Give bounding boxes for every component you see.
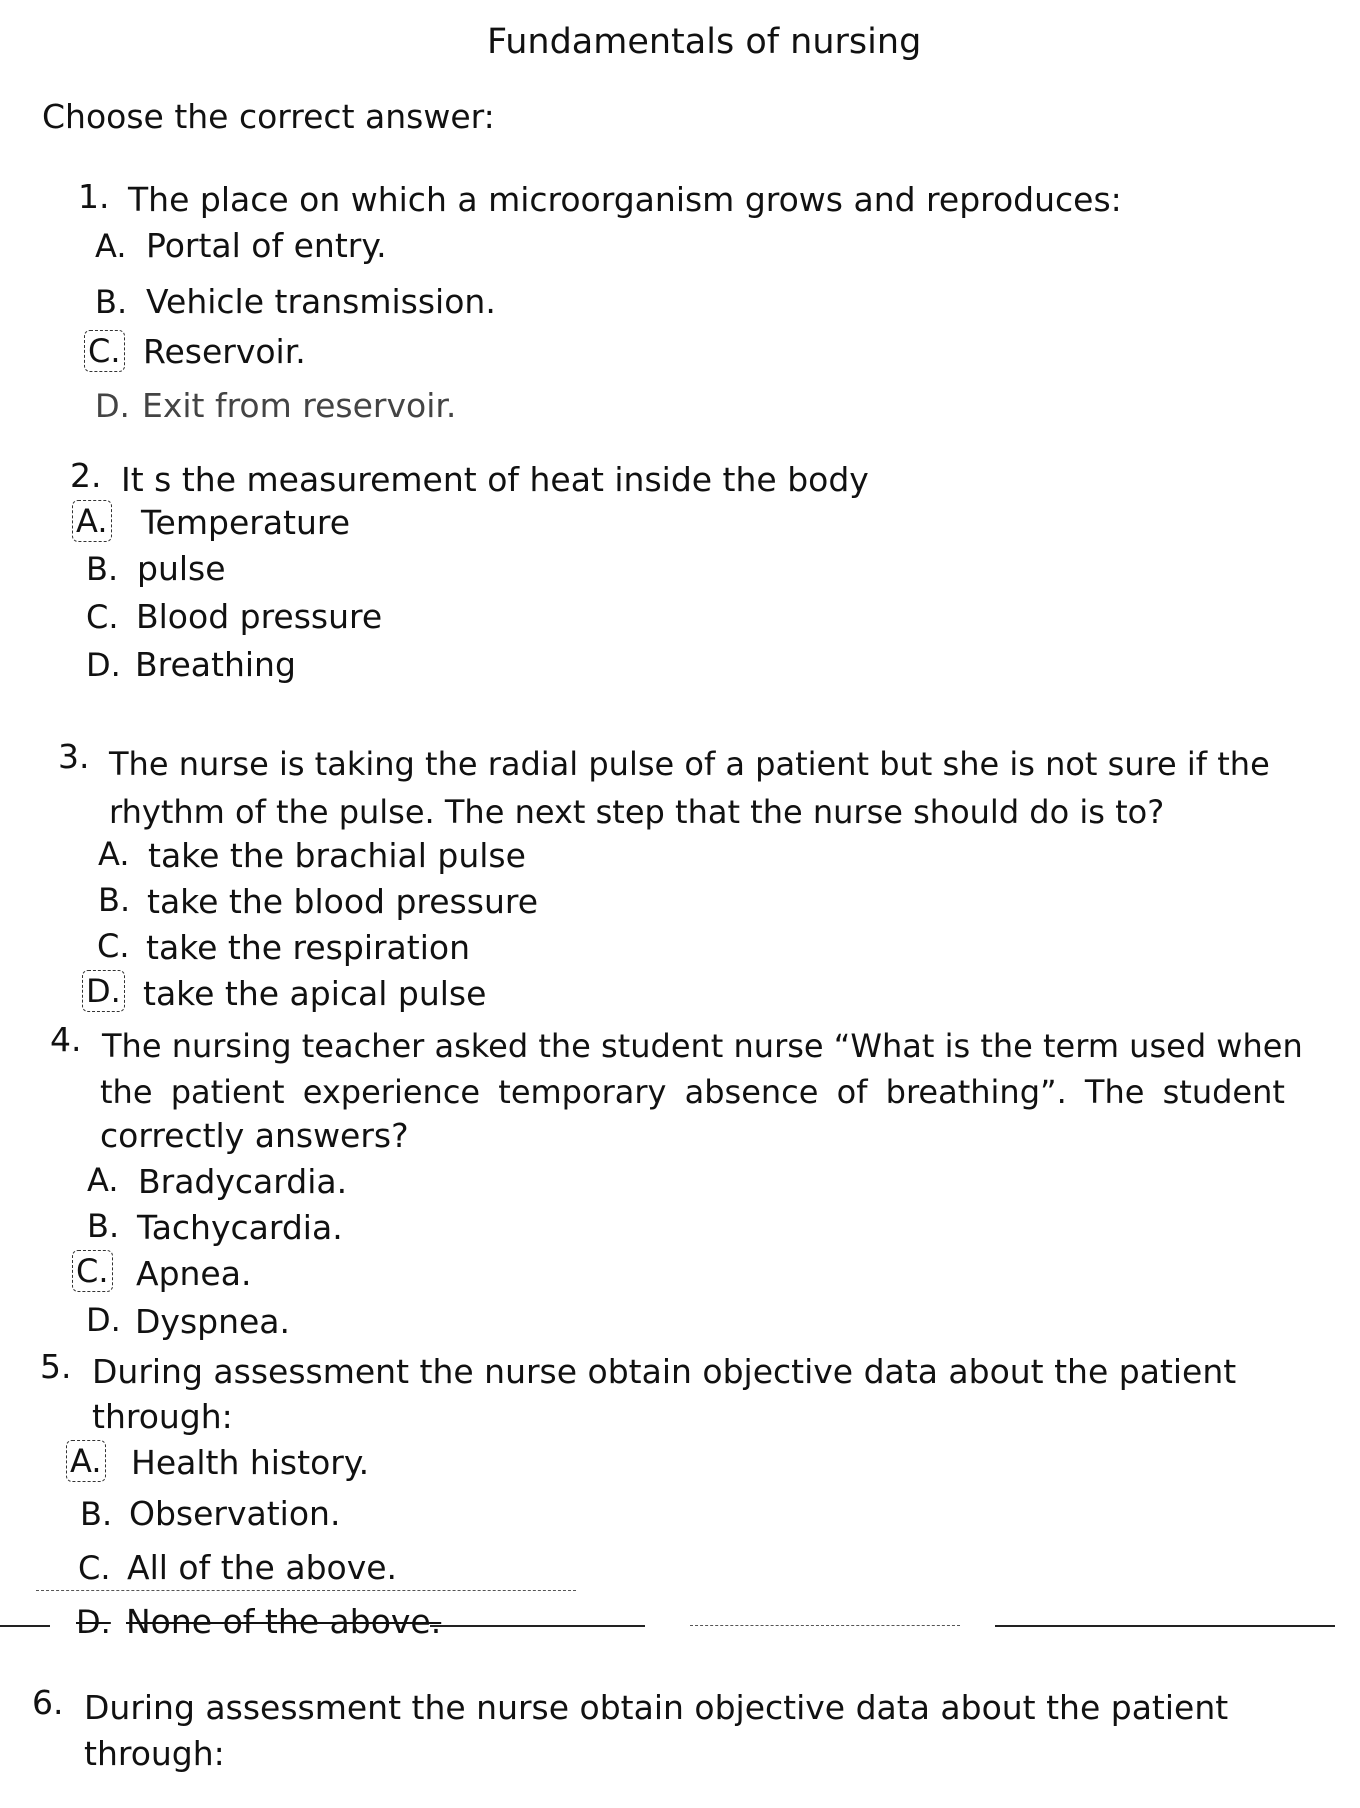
- q5-option-b-letter: B.: [80, 1495, 113, 1533]
- q1-option-a-text: Portal of entry.: [146, 226, 387, 265]
- q2-option-a-text: Temperature: [141, 503, 351, 542]
- q5-option-a-text: Health history.: [131, 1443, 370, 1482]
- q5-option-c-text: All of the above.: [127, 1548, 398, 1587]
- q4-option-b-letter: B.: [87, 1207, 120, 1245]
- q1-option-b-letter: B.: [95, 283, 128, 321]
- q3-option-a-text: take the brachial pulse: [148, 836, 526, 875]
- question-2-number: 2.: [70, 456, 102, 495]
- q1-option-c-letter-circled: C.: [84, 330, 125, 372]
- question-3-text-line-2: rhythm of the pulse. The next step that the nurse should do is to?: [109, 793, 1165, 831]
- q1-option-a-letter: A.: [95, 227, 127, 265]
- q3-option-c-letter: C.: [97, 927, 130, 965]
- q5-option-b-text: Observation.: [129, 1494, 341, 1533]
- dashed-separator: [36, 1590, 576, 1591]
- question-3-number: 3.: [58, 737, 90, 776]
- question-6-number: 6.: [32, 1683, 64, 1722]
- q3-option-a-letter: A.: [98, 835, 130, 873]
- separator-line-left: [0, 1625, 50, 1627]
- q4-option-d-letter: D.: [86, 1301, 121, 1339]
- q2-option-a-letter-circled: A.: [72, 500, 112, 542]
- q4-option-d-text: Dyspnea.: [135, 1302, 291, 1341]
- q5-option-d-text: None of the above.: [126, 1602, 442, 1641]
- q3-option-b-text: take the blood pressure: [147, 882, 539, 921]
- q5-option-c-letter: C.: [78, 1549, 111, 1587]
- question-1-text: The place on which a microorganism grows and reproduces:: [128, 180, 1122, 219]
- instruction-text: Choose the correct answer:: [42, 97, 495, 136]
- q4-option-c-text: Apnea.: [136, 1254, 252, 1293]
- question-6-text-line-2: through:: [84, 1734, 225, 1773]
- q3-option-b-letter: B.: [98, 881, 131, 919]
- question-4-number: 4.: [50, 1020, 82, 1059]
- q2-option-b-text: pulse: [137, 549, 226, 588]
- q3-option-c-text: take the respiration: [146, 928, 470, 967]
- q1-option-c-text: Reservoir.: [143, 332, 306, 371]
- page-title: Fundamentals of nursing: [487, 22, 922, 62]
- question-5-text-line-1: During assessment the nurse obtain objective data about the patient: [92, 1352, 1237, 1391]
- q4-option-a-letter: A.: [87, 1161, 119, 1199]
- q2-option-b-letter: B.: [86, 550, 119, 588]
- question-1-number: 1.: [78, 177, 110, 216]
- question-3-text-line-1: The nurse is taking the radial pulse of a patient but she is not sure if the: [109, 745, 1270, 783]
- question-5-text-line-2: through:: [92, 1397, 233, 1436]
- q3-option-d-text: take the apical pulse: [143, 974, 487, 1013]
- separator-line-right: [995, 1625, 1335, 1627]
- q3-option-d-letter-circled: D.: [82, 970, 125, 1012]
- question-6-text-line-1: During assessment the nurse obtain objective data about the patient: [84, 1688, 1229, 1727]
- q1-option-d-text: Exit from reservoir.: [142, 386, 457, 425]
- q1-option-d-letter: D.: [95, 387, 130, 425]
- separator-line-mid: [430, 1625, 645, 1627]
- question-4-text-line-3: correctly answers?: [100, 1116, 409, 1155]
- q2-option-d-letter: D.: [86, 646, 121, 684]
- question-5-number: 5.: [40, 1347, 72, 1386]
- q4-option-b-text: Tachycardia.: [137, 1208, 343, 1247]
- question-4-text-line-1: The nursing teacher asked the student nurse “What is the term used when: [102, 1027, 1303, 1065]
- separator-line-mid-right: [690, 1625, 960, 1626]
- q5-option-a-letter-circled: A.: [66, 1440, 106, 1482]
- q4-option-a-text: Bradycardia.: [138, 1162, 348, 1201]
- question-4-text-line-2: the patient experience temporary absence of breathing”. The student: [100, 1073, 1285, 1111]
- q2-option-c-text: Blood pressure: [136, 597, 383, 636]
- q2-option-d-text: Breathing: [135, 645, 296, 684]
- q5-option-d-letter: D.: [76, 1603, 111, 1641]
- question-2-text: It s the measurement of heat inside the body: [121, 460, 869, 499]
- q2-option-c-letter: C.: [86, 598, 119, 636]
- q4-option-c-letter-circled: C.: [72, 1250, 113, 1292]
- q1-option-b-text: Vehicle transmission.: [146, 282, 496, 321]
